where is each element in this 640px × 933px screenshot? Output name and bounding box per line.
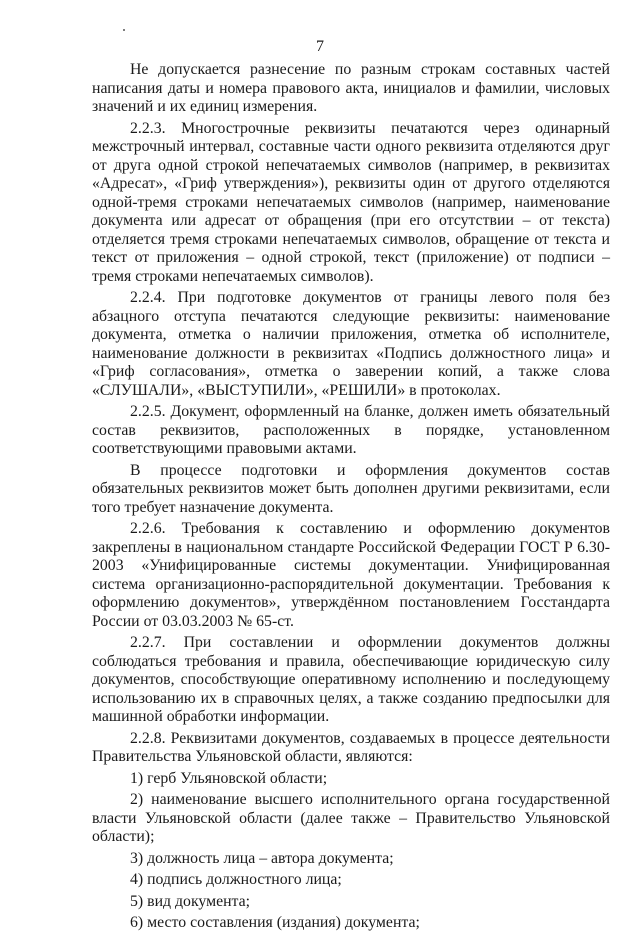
- page-number: 7: [316, 38, 324, 55]
- paragraph: 2.2.7. При составлении и оформлении документов должны соблюдаться требования и правила, обеспечивающие юридическую силу документов, способствующие оперативному исполнению и последующему использованию их в справочных целях, а также созданию предпосылки для машинной обработки информации.: [92, 634, 610, 725]
- paragraph: 2.2.6. Требования к составлению и оформлению документов закреплены в национальном стандарте Российской Федерации ГОСТ Р 6.30-2003 «Унифицированные системы документации. Унифицированная система организационно-распорядительной документации. Требования к оформлению документов», утверждённом постановлением Госстандарта России от 03.03.2003 № 65-ст.: [92, 520, 610, 630]
- list-item: 2) наименование высшего исполнительного органа государственной власти Ульяновской области (далее также – Правительство Ульяновской области);: [92, 791, 610, 845]
- list-item: 5) вид документа;: [130, 892, 251, 910]
- list-item: 3) должность лица – автора документа;: [130, 849, 394, 867]
- list-item: 1) герб Ульяновской области;: [130, 769, 328, 787]
- paragraph: В процессе подготовки и оформления документов состав обязательных реквизитов может быть дополнен другими реквизитами, если того требует назначение документа.: [92, 461, 610, 516]
- paragraph: Не допускается разнесение по разным строкам составных частей написания даты и номера правового акта, инициалов и фамилии, числовых значений и их единиц измерения.: [92, 61, 610, 115]
- document-body: [92, 61, 610, 933]
- scan-speck: [123, 29, 125, 31]
- paragraph: 2.2.3. Многострочные реквизиты печатаются через одинарный межстрочный интервал, составные части одного реквизита отделяются друг от друга одной строкой непечатаемых символов (например, в реквизитах «Адресат», «Гриф утверждения»), реквизиты один от другого отделяются одной-тремя строками непечатаемых символов (например, наименование документа или адресат от обращения (при его отсутствии – от текста) отделяется тремя строками непечатаемых символов, обращение от текста и текст от приложения – одной строкой, текст (приложение) от подписи – тремя строками непечатаемых символов).: [92, 119, 610, 285]
- paragraph: 2.2.5. Документ, оформленный на бланке, должен иметь обязательный состав реквизитов, расположенных в порядке, установленном соответствующими правовыми актами.: [92, 403, 610, 457]
- list-item: 6) место составления (издания) документа;: [130, 914, 420, 931]
- list-item: 4) подпись должностного лица;: [130, 871, 342, 888]
- paragraph: 2.2.8. Реквизитами документов, создаваемых в процессе деятельности Правительства Ульяновской области, являются:: [92, 729, 610, 765]
- paragraph: 2.2.4. При подготовке документов от границы левого поля без абзацного отступа печатаются следующие реквизиты: наименование документа, отметка о наличии приложения, отметка об исполнителе, наименование должности в реквизитах «Подпись должностного лица» и «Гриф согласования», отметка о заверении копий, а также слова «СЛУШАЛИ», «ВЫСТУПИЛИ», «РЕШИЛИ» в протоколах.: [92, 289, 610, 399]
